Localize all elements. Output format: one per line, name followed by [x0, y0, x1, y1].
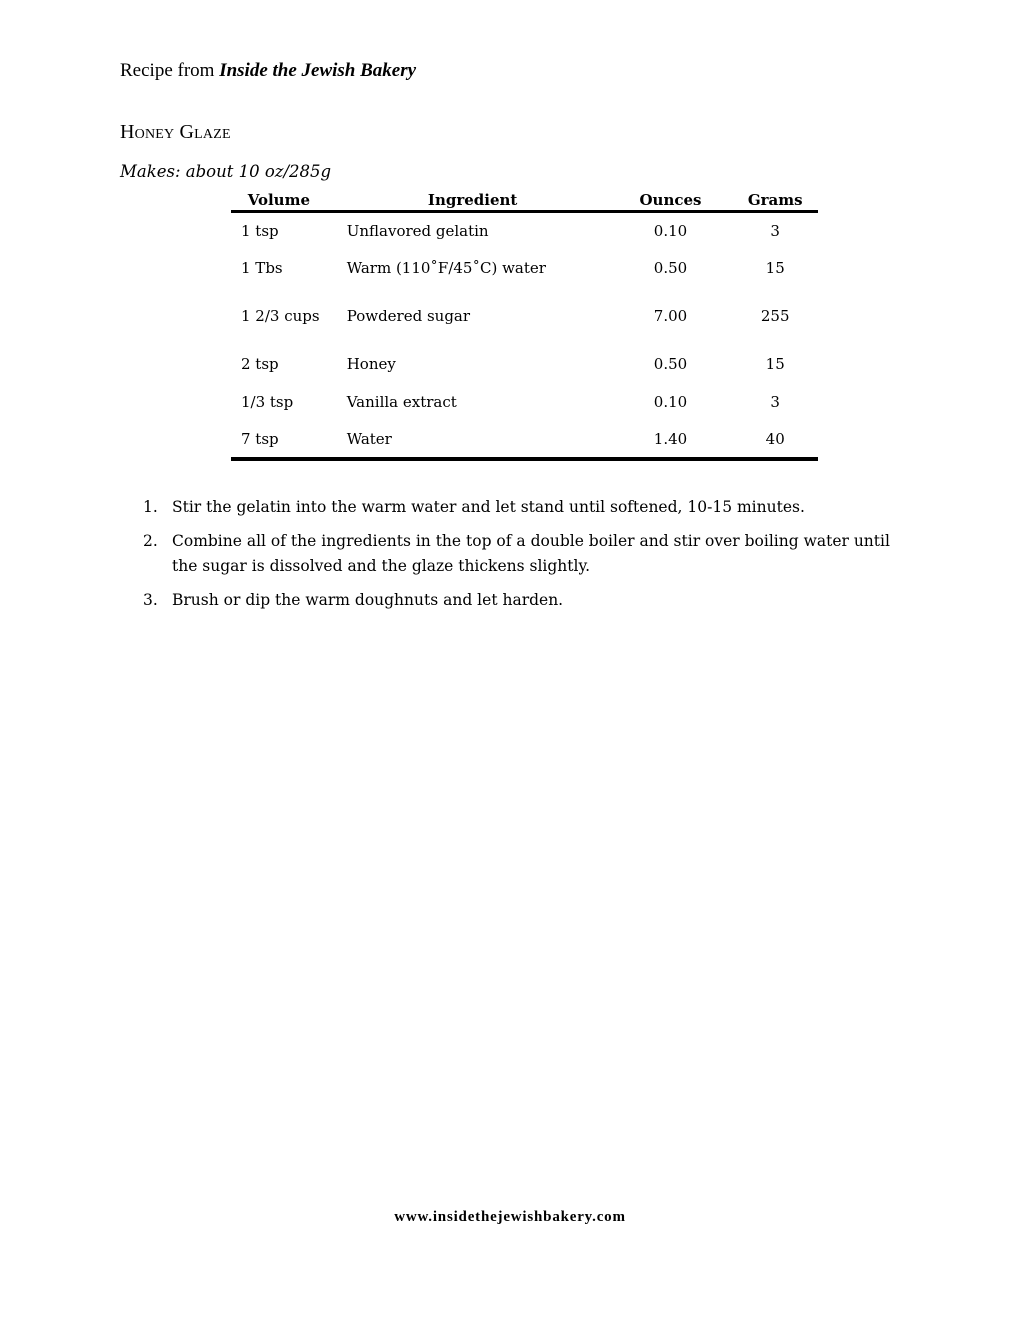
table-header-row — [231, 188, 818, 212]
cell-grams: 15 — [765, 258, 785, 277]
cell-ounces: 0.10 — [653, 221, 688, 240]
cell-grams: 3 — [770, 392, 780, 411]
header-prefix: Recipe from — [120, 60, 220, 81]
header-ounces: Ounces — [609, 188, 733, 212]
instruction-step — [120, 495, 910, 520]
header-ingredient: Ingredient — [337, 188, 609, 212]
recipe-yield: Makes: about 10 oz/285g — [120, 162, 332, 181]
table-row — [231, 212, 818, 250]
recipe-title: Honey Glaze — [120, 121, 231, 143]
cell-grams: 3 — [770, 221, 780, 240]
cell-volume: 1/3 tsp — [241, 392, 294, 411]
cell-volume: 2 tsp — [241, 354, 279, 373]
cell-ingredient: Water — [337, 421, 609, 459]
step-number: 2. — [143, 532, 158, 550]
step-text: Brush or dip the warm doughnuts and let harden. — [172, 591, 564, 609]
instructions-list — [120, 495, 910, 622]
cell-ounces: 1.40 — [609, 421, 733, 459]
cell-grams: 255 — [760, 306, 790, 325]
cell-volume: 1 Tbs — [241, 258, 283, 277]
ingredients-table — [231, 188, 818, 461]
instruction-step — [120, 588, 910, 613]
step-text: Stir the gelatin into the warm water and let stand until softened, 10-15 minutes. — [172, 498, 805, 516]
step-number: 3. — [143, 591, 158, 609]
instruction-step — [120, 529, 910, 579]
cell-ingredient: Powdered sugar — [346, 306, 471, 325]
table-row — [231, 383, 818, 421]
step-number: 1. — [143, 498, 158, 516]
cell-volume: 1 2/3 cups — [241, 306, 320, 325]
table-row — [231, 249, 818, 287]
cell-ounces: 7.00 — [653, 306, 688, 325]
cell-grams: 40 — [732, 421, 818, 459]
cell-ounces: 0.10 — [653, 392, 688, 411]
cell-ingredient: Vanilla extract — [346, 392, 457, 411]
table-row — [231, 345, 818, 383]
cell-ingredient: Warm (110˚F/45˚C) water — [346, 258, 546, 277]
header-volume: Volume — [231, 188, 337, 212]
cell-ingredient: Unflavored gelatin — [346, 221, 489, 240]
header-grams: Grams — [732, 188, 818, 212]
cell-grams: 15 — [765, 354, 785, 373]
cell-ounces: 0.50 — [653, 258, 688, 277]
page-header — [120, 60, 416, 82]
cell-ounces: 0.50 — [653, 354, 688, 373]
footer-website: www.insidethejewishbakery.com — [394, 1209, 626, 1225]
book-title: Inside the Jewish Bakery — [219, 60, 417, 81]
cell-volume: 7 tsp — [231, 421, 337, 459]
table-row — [231, 421, 818, 459]
table-row — [231, 287, 818, 345]
cell-ingredient: Honey — [346, 354, 396, 373]
cell-volume: 1 tsp — [241, 221, 279, 240]
step-text: Combine all of the ingredients in the top of a double boiler and stir over boiling water until the sugar is dissolved and the glaze thickens slightly. — [172, 532, 890, 575]
